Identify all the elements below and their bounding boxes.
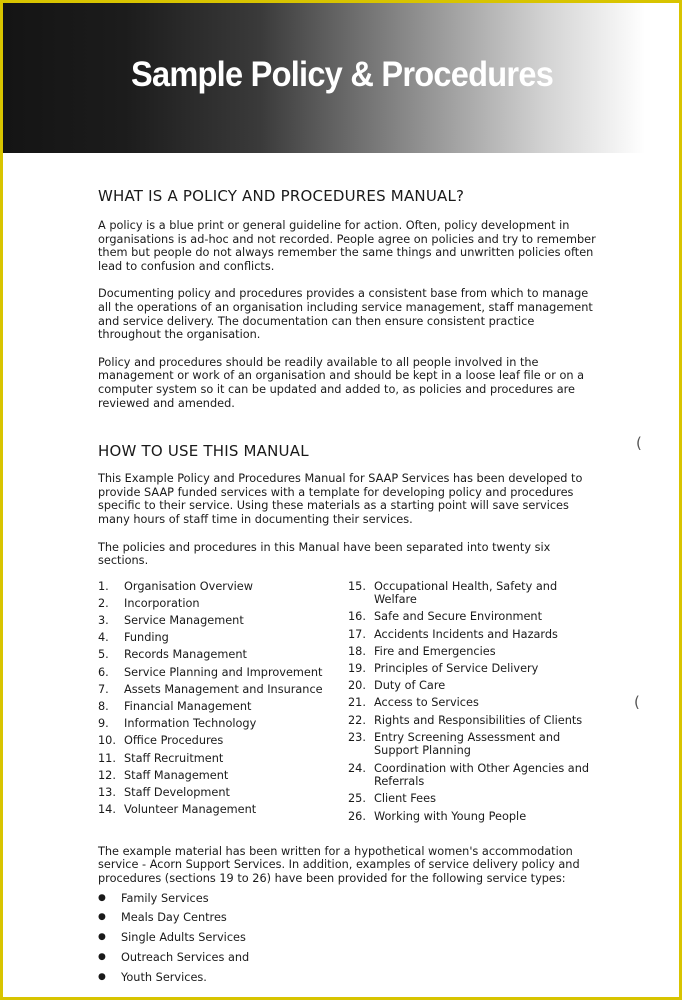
service-type-label: Youth Services. [121, 970, 207, 984]
service-types-list [98, 892, 598, 985]
section-title: Records Management [124, 648, 247, 662]
section-heading-how-to-use: HOW TO USE THIS MANUAL [98, 442, 309, 461]
section-list-item [348, 792, 598, 806]
section-title: Funding [124, 631, 169, 645]
section-title: Assets Management and Insurance [124, 682, 323, 696]
section-list-item [348, 679, 598, 693]
section-list-item [348, 714, 598, 728]
section-number: 4. [98, 631, 109, 645]
section-title: Staff Recruitment [124, 751, 224, 765]
scan-mark: ( [634, 693, 640, 711]
section-list-item [348, 762, 598, 789]
section-list-item [98, 803, 348, 817]
service-type-item [98, 892, 598, 906]
section-title: Staff Development [124, 785, 230, 799]
section-list-item [98, 752, 348, 766]
section-title: Fire and Emergencies [374, 644, 496, 658]
section-number: 22. [348, 713, 366, 727]
section-title: Duty of Care [374, 679, 446, 693]
section-number: 19. [348, 662, 366, 676]
section-number: 3. [98, 614, 109, 628]
section-number: 16. [348, 610, 366, 624]
scan-mark: ( [636, 434, 642, 452]
section-number: 15. [348, 579, 366, 593]
section-title: Safe and Secure Environment [374, 610, 543, 624]
sections-list [98, 580, 598, 827]
section-title: Organisation Overview [124, 579, 253, 593]
section-number: 10. [98, 734, 116, 748]
section-title: Access to Services [374, 696, 479, 710]
bullet-icon: ● [98, 932, 106, 943]
bullet-icon: ● [98, 971, 106, 982]
header-banner [3, 3, 679, 153]
section-title: Service Management [124, 614, 244, 628]
service-type-label: Family Services [121, 891, 209, 905]
section-list-item [98, 717, 348, 731]
paragraph: This Example Policy and Procedures Manual for SAAP Services has been developed to provide SAAP funded services with a template for developing policy and procedures specific to their service. Using these materials as a starting point will save services many hours of staff time in documenting their services. [98, 472, 583, 526]
section-list-item [348, 810, 598, 824]
section-number: 21. [348, 696, 366, 710]
service-type-label: Meals Day Centres [121, 911, 227, 925]
service-type-label: Outreach Services and [121, 950, 250, 964]
document-body [98, 187, 598, 990]
section-list-item [348, 645, 598, 659]
section-title: Office Procedures [124, 734, 224, 748]
section-list-item [98, 580, 348, 594]
section-list-item [348, 731, 598, 758]
section-number: 6. [98, 665, 109, 679]
section-list-item [98, 700, 348, 714]
section-list-item [98, 786, 348, 800]
section-title: Information Technology [124, 717, 257, 731]
bullet-icon: ● [98, 892, 106, 903]
section-list-item [348, 628, 598, 642]
section-number: 11. [98, 751, 116, 765]
banner-title: Sample Policy & Procedures [131, 55, 554, 94]
section-number: 13. [98, 785, 116, 799]
section-number: 7. [98, 682, 109, 696]
section-number: 18. [348, 644, 366, 658]
section-number: 5. [98, 648, 109, 662]
section-title: Occupational Health, Safety and Welfare [374, 579, 558, 607]
section-number: 9. [98, 717, 109, 731]
section-list-item [348, 610, 598, 624]
section-title: Rights and Responsibilities of Clients [374, 713, 583, 727]
section-title: Volunteer Management [124, 803, 257, 817]
service-type-item [98, 971, 598, 985]
service-type-item [98, 911, 598, 925]
section-number: 25. [348, 792, 366, 806]
section-list-item [98, 734, 348, 748]
section-number: 24. [348, 761, 366, 775]
section-title: Accidents Incidents and Hazards [374, 627, 558, 641]
bullet-icon: ● [98, 912, 106, 923]
section-list-item [98, 683, 348, 697]
section-number: 20. [348, 679, 366, 693]
section-list-item [98, 631, 348, 645]
section-title: Staff Management [124, 768, 229, 782]
section-title: Service Planning and Improvement [124, 665, 323, 679]
section-list-item [98, 597, 348, 611]
section-title: Client Fees [374, 792, 436, 806]
section-number: 23. [348, 730, 366, 744]
section-list-item [98, 614, 348, 628]
sections-list-right [348, 580, 598, 827]
section-number: 14. [98, 803, 116, 817]
service-type-item [98, 951, 598, 965]
paragraph: Policy and procedures should be readily available to all people involved in the management or work of an organisation and should be kept in a loose leaf file or on a computer system so it can be updated and added to, as policies and procedures are reviewed and amended. [98, 355, 585, 410]
section-heading-policy-manual: WHAT IS A POLICY AND PROCEDURES MANUAL? [98, 187, 465, 205]
section-list-item [98, 648, 348, 662]
section-title: Entry Screening Assessment and Support Planning [374, 730, 561, 758]
paragraph: The example material has been written for a hypothetical women's accommodation service - Acorn Support Services. In addition, examples of service delivery policy and procedures (sections 19 to 26) have been provided for the following service types: [98, 844, 580, 885]
section-list-item [348, 696, 598, 710]
section-list-item [98, 769, 348, 783]
section-number: 26. [348, 809, 366, 823]
section-list-item [98, 666, 348, 680]
sections-list-left [98, 580, 348, 827]
section-number: 2. [98, 596, 109, 610]
section-title: Coordination with Other Agencies and Referrals [374, 761, 590, 789]
section-title: Working with Young People [374, 809, 527, 823]
paragraph: A policy is a blue print or general guideline for action. Often, policy development in organisations is ad-hoc and not recorded. People agree on policies and try to remember them but people do not always remember the same things and unwritten policies often lead to confusion and conflicts. [98, 219, 596, 273]
paragraph: Documenting policy and procedures provides a consistent base from which to manage all the operations of an organisation including service management, staff management and service delivery. The documentation can then ensure consistent practice throughout the organisation. [98, 287, 593, 342]
section-list-item [348, 580, 598, 607]
paragraph: The policies and procedures in this Manual have been separated into twenty six sections. [98, 540, 551, 568]
section-title: Incorporation [124, 596, 200, 610]
service-type-label: Single Adults Services [121, 931, 246, 945]
section-number: 1. [98, 579, 109, 593]
service-type-item [98, 931, 598, 945]
section-number: 8. [98, 700, 109, 713]
section-number: 12. [98, 768, 116, 782]
bullet-icon: ● [98, 951, 106, 962]
section-title: Principles of Service Delivery [374, 662, 539, 676]
section-list-item [348, 662, 598, 676]
section-title: Financial Management [124, 700, 252, 713]
section-number: 17. [348, 627, 366, 641]
